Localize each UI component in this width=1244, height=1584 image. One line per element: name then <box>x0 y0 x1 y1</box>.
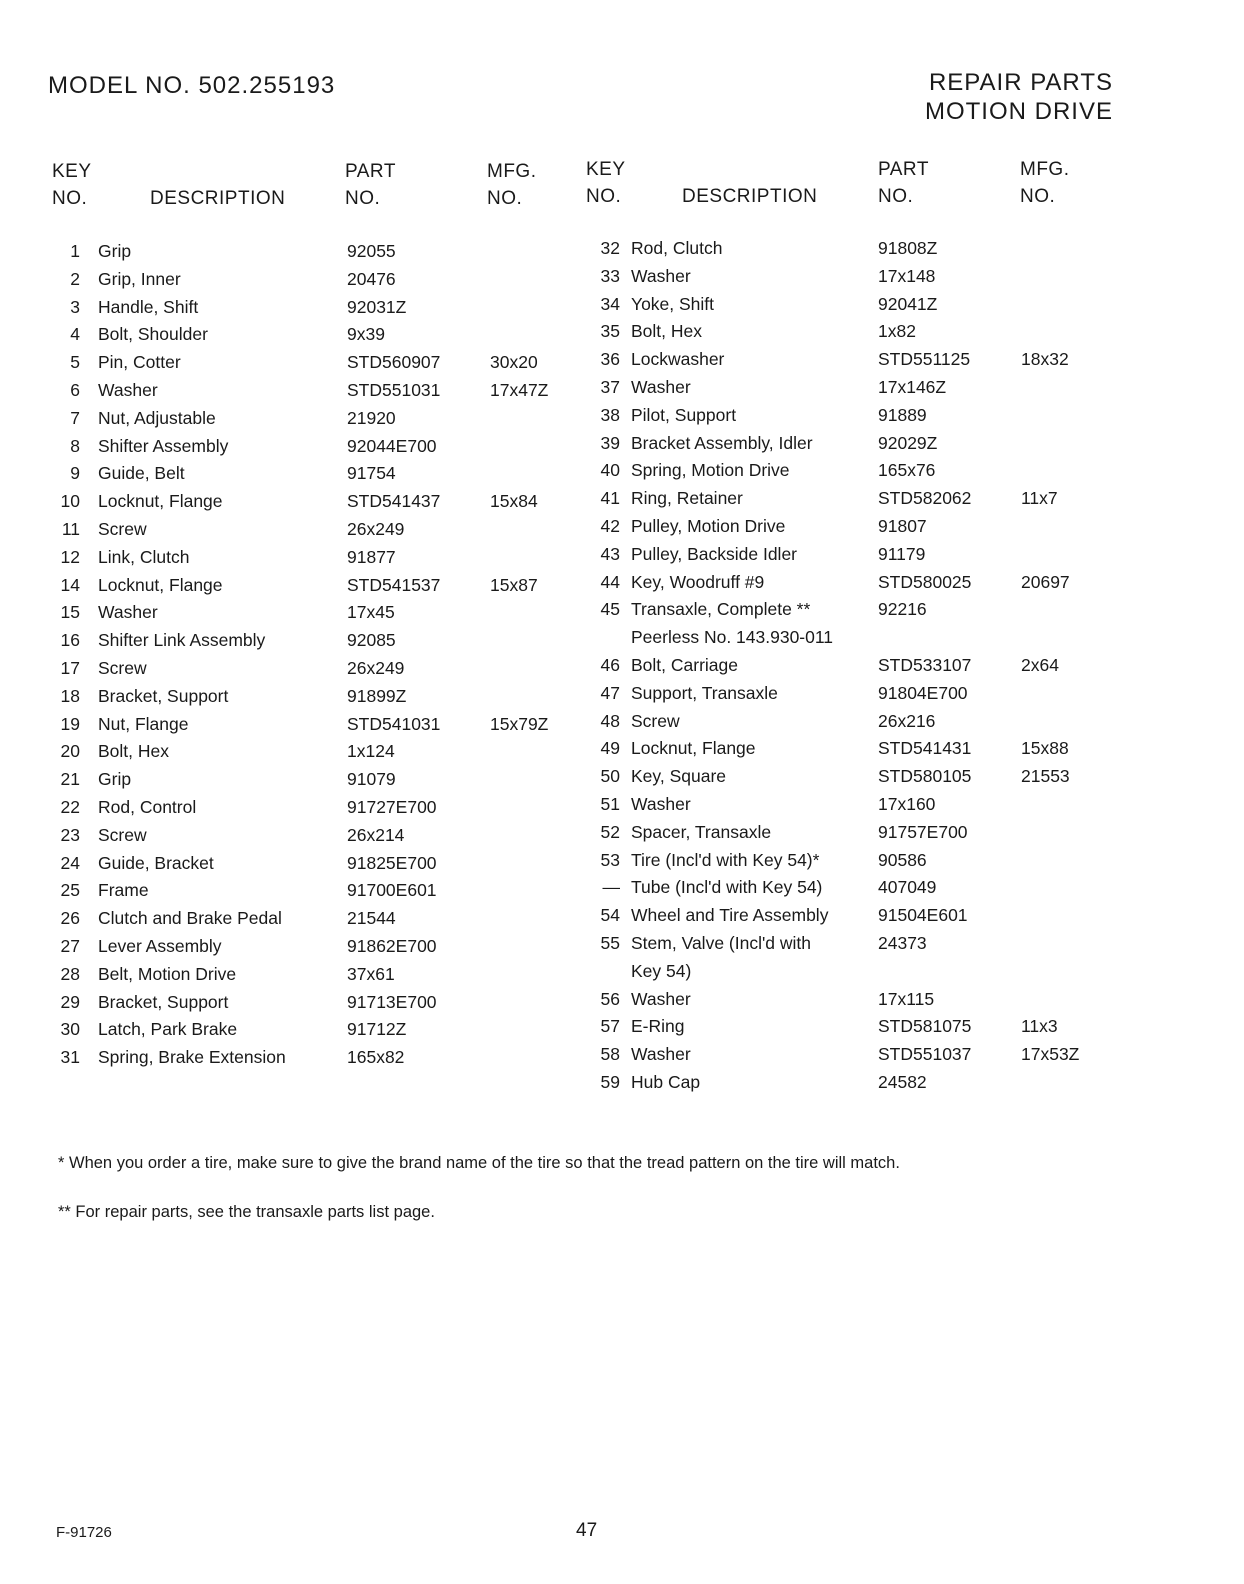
cell-part: 24582 <box>878 1071 927 1092</box>
cell-desc: Guide, Bracket <box>98 852 214 873</box>
cell-desc: Stem, Valve (Incl'd with <box>631 932 812 953</box>
cell-desc: Pulley, Motion Drive <box>631 515 786 536</box>
title-line-2: MOTION DRIVE <box>924 98 1113 125</box>
header-key-right <box>586 156 626 210</box>
cell-key: 20 <box>60 741 80 762</box>
cell-desc: Hub Cap <box>631 1071 701 1092</box>
cell-desc: Key, Woodruff #9 <box>631 571 765 592</box>
cell-desc: Pulley, Backside Idler <box>631 543 798 564</box>
cell-part: STD541431 <box>878 738 972 759</box>
cell-key: 51 <box>600 793 620 814</box>
cell-desc: Washer <box>98 379 158 400</box>
cell-part: 92029Z <box>878 432 938 453</box>
parts-row <box>575 655 1135 683</box>
cell-desc: Spring, Brake Extension <box>98 1047 286 1068</box>
header-part-line1: PART <box>878 159 929 180</box>
cell-mfg: 11x3 <box>1021 1016 1058 1037</box>
cell-key: 5 <box>70 352 80 373</box>
cell-desc: Screw <box>631 710 680 731</box>
cell-key: 47 <box>600 682 620 703</box>
cell-desc: Grip, Inner <box>98 268 181 289</box>
cell-key: 21 <box>60 769 80 790</box>
parts-row <box>575 572 1135 600</box>
parts-row <box>575 433 1135 461</box>
parts-row <box>575 711 1135 739</box>
cell-part: 92031Z <box>347 296 407 317</box>
parts-row <box>40 853 580 881</box>
cell-mfg: 15x87 <box>490 574 538 595</box>
cell-desc: Shifter Link Assembly <box>98 630 266 651</box>
note-tire: * When you order a tire, make sure to give the brand name of the tire so that the tread pattern on the tire will match. <box>58 1154 900 1172</box>
parts-row <box>40 658 580 686</box>
cell-desc: Pilot, Support <box>631 404 737 425</box>
cell-key: 53 <box>600 849 620 870</box>
cell-part: 17x146Z <box>878 376 947 397</box>
cell-desc: Bracket, Support <box>98 685 229 706</box>
cell-part: STD580105 <box>878 766 972 787</box>
header-part-line1: PART <box>345 161 396 182</box>
page-title <box>925 68 1113 126</box>
cell-mfg: 17x53Z <box>1021 1044 1080 1065</box>
cell-part: STD551125 <box>878 349 971 370</box>
cell-part: 91877 <box>347 546 396 567</box>
cell-part: 91727E700 <box>347 796 437 817</box>
cell-desc: Bolt, Carriage <box>631 654 738 675</box>
cell-desc: Nut, Flange <box>98 713 189 734</box>
cell-key: 48 <box>600 710 620 731</box>
cell-key: 15 <box>60 602 80 623</box>
parts-row <box>40 408 580 436</box>
header-key-line2: NO. <box>52 188 88 209</box>
parts-row <box>575 738 1135 766</box>
parts-row <box>575 627 1135 655</box>
cell-part: 26x216 <box>878 710 936 731</box>
cell-desc: Clutch and Brake Pedal <box>98 908 282 929</box>
cell-key: 16 <box>60 630 80 651</box>
cell-part: 37x61 <box>347 963 395 984</box>
cell-key: 22 <box>60 796 80 817</box>
cell-key: 57 <box>600 1016 620 1037</box>
note-transaxle: ** For repair parts, see the transaxle parts list page. <box>58 1203 435 1221</box>
cell-part: 407049 <box>878 877 937 898</box>
header-mfg-line1: MFG. <box>1020 159 1070 180</box>
cell-part: 91757E700 <box>878 821 968 842</box>
cell-mfg: 20697 <box>1021 571 1070 592</box>
cell-desc: Transaxle, Complete ** <box>631 599 811 620</box>
cell-part: 92216 <box>878 599 927 620</box>
cell-key: 10 <box>60 491 80 512</box>
cell-part: 1x82 <box>878 321 916 342</box>
parts-row <box>40 880 580 908</box>
header-mfg-line2: NO. <box>487 188 523 209</box>
cell-key: 59 <box>600 1071 620 1092</box>
cell-part: 91179 <box>878 543 926 564</box>
cell-desc: Spacer, Transaxle <box>631 821 772 842</box>
parts-row <box>40 797 580 825</box>
cell-part: STD582062 <box>878 488 972 509</box>
header-part-left <box>345 158 396 212</box>
parts-row <box>40 491 580 519</box>
cell-key: 32 <box>600 238 620 258</box>
form-number: F-91726 <box>56 1524 112 1541</box>
cell-key: 23 <box>60 824 80 845</box>
cell-desc: Yoke, Shift <box>631 293 715 314</box>
parts-row <box>575 1016 1135 1044</box>
cell-desc: Rod, Control <box>98 796 197 817</box>
cell-desc: Peerless No. 143.930-011 <box>631 627 834 648</box>
cell-desc: Screw <box>98 518 147 539</box>
cell-desc: Wheel and Tire Assembly <box>631 905 829 926</box>
parts-row <box>40 602 580 630</box>
header-part-right <box>878 156 929 210</box>
cell-desc: Bracket, Support <box>98 991 229 1012</box>
cell-part: 91807 <box>878 515 927 536</box>
cell-part: STD551037 <box>878 1044 972 1065</box>
cell-desc: Bolt, Hex <box>98 741 169 762</box>
cell-mfg: 11x7 <box>1021 488 1058 509</box>
cell-desc: Locknut, Flange <box>631 738 756 759</box>
cell-desc: Washer <box>98 602 158 623</box>
parts-row <box>575 905 1135 933</box>
cell-desc: Tire (Incl'd with Key 54)* <box>631 849 820 870</box>
cell-key: 27 <box>60 935 80 956</box>
cell-key: 17 <box>60 657 80 678</box>
cell-key: 30 <box>60 1019 80 1040</box>
cell-key: 52 <box>600 821 620 842</box>
parts-row <box>575 238 1135 266</box>
header-mfg-right <box>1020 156 1070 210</box>
cell-part: 165x82 <box>347 1047 405 1068</box>
cell-key: 25 <box>60 880 80 901</box>
cell-part: 1x124 <box>347 741 395 762</box>
cell-key: 39 <box>600 432 620 453</box>
cell-key: 49 <box>600 738 620 759</box>
cell-part: 92044E700 <box>347 435 437 456</box>
cell-mfg: 15x79Z <box>490 713 549 734</box>
cell-desc: Washer <box>631 265 691 286</box>
cell-key: 1 <box>70 241 80 261</box>
cell-mfg: 21553 <box>1021 766 1070 787</box>
cell-key: 3 <box>70 296 80 317</box>
cell-part: STD533107 <box>878 654 972 675</box>
cell-key: 11 <box>61 518 80 539</box>
cell-desc: Frame <box>98 880 149 901</box>
cell-desc: Washer <box>631 376 691 397</box>
cell-desc: Bracket Assembly, Idler <box>631 432 813 453</box>
cell-part: 17x115 <box>878 988 935 1009</box>
parts-row <box>40 1047 580 1075</box>
cell-part: 17x160 <box>878 793 936 814</box>
header-key-line1: KEY <box>586 159 626 180</box>
cell-key: 12 <box>60 546 80 567</box>
cell-mfg: 17x47Z <box>490 379 549 400</box>
parts-row <box>575 961 1135 989</box>
cell-key: — <box>602 877 620 898</box>
cell-key: 2 <box>70 268 80 289</box>
cell-part: 24373 <box>878 932 927 953</box>
cell-mfg: 30x20 <box>490 352 538 373</box>
parts-row <box>575 544 1135 572</box>
parts-row <box>575 989 1135 1017</box>
cell-part: 9x39 <box>347 324 385 345</box>
cell-key: 36 <box>600 349 620 370</box>
cell-part: 91808Z <box>878 238 938 258</box>
cell-part: 165x76 <box>878 460 936 481</box>
parts-row <box>40 575 580 603</box>
cell-desc: Screw <box>98 657 147 678</box>
cell-key: 33 <box>600 265 620 286</box>
cell-part: 91754 <box>347 463 396 484</box>
cell-part: 92085 <box>347 630 396 651</box>
cell-part: 91825E700 <box>347 852 437 873</box>
header-mfg-line1: MFG. <box>487 161 537 182</box>
parts-row <box>40 825 580 853</box>
header-description-right: DESCRIPTION <box>682 186 818 207</box>
cell-part: 90586 <box>878 849 927 870</box>
cell-desc: Rod, Clutch <box>631 238 723 258</box>
parts-row <box>575 1044 1135 1072</box>
cell-part: 20476 <box>347 268 396 289</box>
parts-list-right <box>575 238 1135 1100</box>
parts-row <box>575 349 1135 377</box>
header-key-left <box>52 158 92 212</box>
cell-key: 19 <box>60 713 80 734</box>
cell-desc: Guide, Belt <box>98 463 185 484</box>
parts-row <box>40 436 580 464</box>
cell-part: STD541437 <box>347 491 441 512</box>
cell-desc: Belt, Motion Drive <box>98 963 237 984</box>
parts-row <box>40 1019 580 1047</box>
parts-row <box>40 908 580 936</box>
cell-desc: Bolt, Hex <box>631 321 702 342</box>
cell-key: 41 <box>600 488 620 509</box>
cell-key: 56 <box>600 988 620 1009</box>
cell-desc: Washer <box>631 988 691 1009</box>
parts-row <box>575 266 1135 294</box>
cell-part: 91504E601 <box>878 905 968 926</box>
header-mfg-left <box>487 158 537 212</box>
cell-desc: Shifter Assembly <box>98 435 229 456</box>
parts-list-left <box>40 241 580 1075</box>
cell-key: 6 <box>70 379 80 400</box>
cell-desc: Key 54) <box>631 960 692 981</box>
parts-row <box>575 683 1135 711</box>
cell-desc: Grip <box>98 769 132 790</box>
cell-part: 91804E700 <box>878 682 968 703</box>
cell-part: 26x249 <box>347 518 405 539</box>
parts-row <box>575 321 1135 349</box>
cell-desc: Spring, Motion Drive <box>631 460 790 481</box>
parts-row <box>575 933 1135 961</box>
cell-key: 44 <box>600 571 620 592</box>
cell-key: 43 <box>600 543 620 564</box>
cell-part: 17x148 <box>878 265 936 286</box>
cell-part: 91079 <box>347 769 396 790</box>
cell-key: 34 <box>600 293 620 314</box>
cell-desc: Washer <box>631 793 691 814</box>
cell-part: STD560907 <box>347 352 441 373</box>
parts-row <box>40 241 580 269</box>
cell-desc: Bolt, Shoulder <box>98 324 208 345</box>
model-number: MODEL NO. 502.255193 <box>48 72 336 99</box>
cell-part: 91862E700 <box>347 935 437 956</box>
cell-part: 21544 <box>347 908 396 929</box>
cell-key: 38 <box>600 404 620 425</box>
parts-row <box>40 463 580 491</box>
cell-desc: Support, Transaxle <box>631 682 778 703</box>
cell-mfg: 18x32 <box>1021 349 1069 370</box>
cell-key: 18 <box>60 685 80 706</box>
cell-desc: Link, Clutch <box>98 546 190 567</box>
parts-row <box>40 714 580 742</box>
cell-part: STD581075 <box>878 1016 972 1037</box>
parts-row <box>40 936 580 964</box>
parts-row <box>40 547 580 575</box>
parts-row <box>40 519 580 547</box>
cell-key: 35 <box>600 321 620 342</box>
cell-key: 50 <box>600 766 620 787</box>
cell-part: 91713E700 <box>347 991 437 1012</box>
parts-row <box>575 488 1135 516</box>
cell-key: 37 <box>600 376 620 397</box>
parts-row <box>575 877 1135 905</box>
cell-key: 31 <box>60 1047 80 1068</box>
cell-key: 26 <box>60 908 80 929</box>
header-key-line2: NO. <box>586 186 622 207</box>
cell-desc: Ring, Retainer <box>631 488 743 509</box>
cell-key: 46 <box>600 654 620 675</box>
parts-row <box>40 992 580 1020</box>
cell-key: 9 <box>70 463 80 484</box>
cell-key: 54 <box>600 905 620 926</box>
parts-row <box>575 599 1135 627</box>
parts-row <box>40 964 580 992</box>
cell-mfg: 15x88 <box>1021 738 1069 759</box>
parts-row <box>575 405 1135 433</box>
parts-row <box>40 324 580 352</box>
cell-desc: Key, Square <box>631 766 727 787</box>
cell-desc: Locknut, Flange <box>98 574 223 595</box>
cell-key: 28 <box>60 963 80 984</box>
cell-desc: Latch, Park Brake <box>98 1019 238 1040</box>
cell-part: STD551031 <box>347 379 441 400</box>
parts-row <box>40 297 580 325</box>
header-part-line2: NO. <box>345 188 381 209</box>
parts-row <box>575 377 1135 405</box>
parts-row <box>575 794 1135 822</box>
cell-key: 4 <box>70 324 80 345</box>
parts-row <box>40 269 580 297</box>
cell-key: 42 <box>600 515 620 536</box>
parts-row <box>40 380 580 408</box>
header-description-left: DESCRIPTION <box>150 188 286 209</box>
cell-desc: Washer <box>631 1044 691 1065</box>
cell-part: STD541031 <box>347 713 441 734</box>
parts-row <box>575 1072 1135 1100</box>
cell-desc: Tube (Incl'd with Key 54) <box>631 877 823 898</box>
parts-row <box>40 769 580 797</box>
cell-desc: Locknut, Flange <box>98 491 223 512</box>
parts-row <box>575 516 1135 544</box>
cell-desc: Nut, Adjustable <box>98 407 216 428</box>
parts-row <box>40 741 580 769</box>
cell-key: 40 <box>600 460 620 481</box>
cell-desc: E-Ring <box>631 1016 685 1037</box>
cell-mfg: 2x64 <box>1021 654 1059 675</box>
cell-key: 14 <box>60 574 80 595</box>
cell-key: 45 <box>600 599 620 620</box>
parts-row <box>575 822 1135 850</box>
parts-row <box>575 460 1135 488</box>
cell-part: 21920 <box>347 407 396 428</box>
parts-row <box>40 630 580 658</box>
cell-mfg: 15x84 <box>490 491 538 512</box>
cell-key: 29 <box>60 991 80 1012</box>
parts-row <box>40 686 580 714</box>
cell-desc: Lockwasher <box>631 349 725 370</box>
cell-desc: Handle, Shift <box>98 296 199 317</box>
cell-key: 58 <box>600 1044 620 1065</box>
cell-part: 92041Z <box>878 293 938 314</box>
cell-part: 26x214 <box>347 824 405 845</box>
parts-row <box>575 294 1135 322</box>
cell-key: 8 <box>70 435 80 456</box>
cell-desc: Lever Assembly <box>98 935 222 956</box>
cell-part: 17x45 <box>347 602 395 623</box>
parts-row <box>575 766 1135 794</box>
cell-key: 7 <box>70 407 80 428</box>
cell-desc: Pin, Cotter <box>98 352 181 373</box>
cell-part: 91889 <box>878 404 927 425</box>
cell-part: 91712Z <box>347 1019 407 1040</box>
title-line-1: REPAIR PARTS <box>928 69 1113 96</box>
cell-desc: Grip <box>98 241 132 261</box>
cell-desc: Screw <box>98 824 147 845</box>
header-mfg-line2: NO. <box>1020 186 1056 207</box>
cell-key: 24 <box>60 852 80 873</box>
parts-row <box>575 850 1135 878</box>
header-key-line1: KEY <box>52 161 92 182</box>
cell-part: 91899Z <box>347 685 407 706</box>
cell-part: 92055 <box>347 241 396 261</box>
cell-part: 26x249 <box>347 657 405 678</box>
page-number: 47 <box>576 1520 598 1541</box>
cell-part: STD541537 <box>347 574 441 595</box>
cell-part: STD580025 <box>878 571 972 592</box>
parts-row <box>40 352 580 380</box>
cell-part: 91700E601 <box>347 880 437 901</box>
header-part-line2: NO. <box>878 186 914 207</box>
cell-key: 55 <box>600 932 620 953</box>
